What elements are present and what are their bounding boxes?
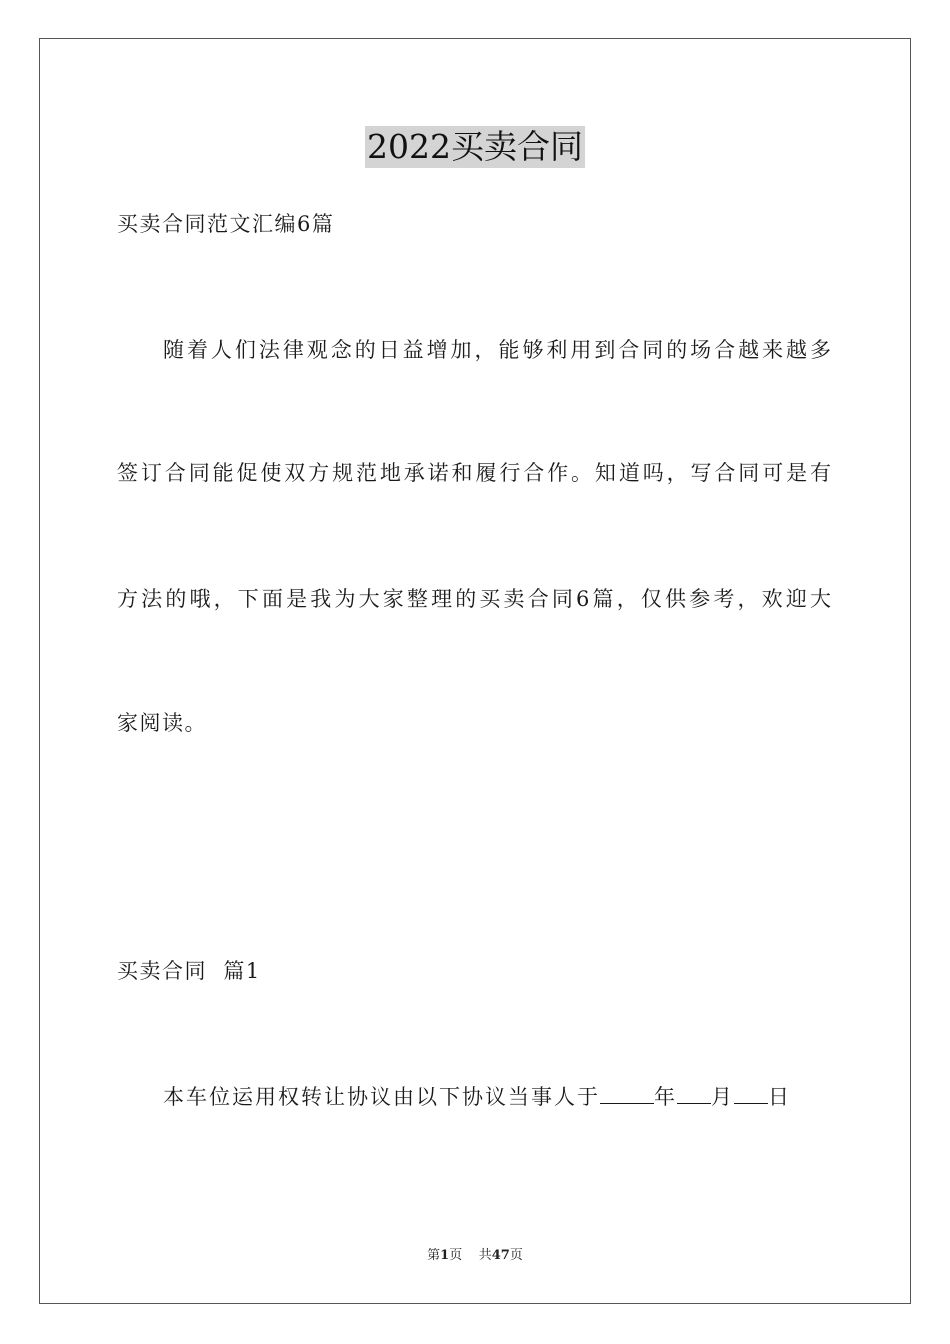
footer-page-suffix: 页 (449, 1248, 463, 1263)
year-label: 年 (654, 1085, 677, 1109)
day-label: 日 (768, 1085, 791, 1109)
clause-line (163, 1081, 791, 1111)
footer-total-suffix: 页 (509, 1248, 523, 1263)
month-label: 月 (711, 1085, 734, 1109)
footer-page-prefix: 第 (427, 1248, 441, 1263)
footer-page-number: 1 (440, 1248, 450, 1263)
document-title (0, 126, 950, 170)
section-heading: 买卖合同 篇1 (117, 959, 261, 983)
document-subtitle: 买卖合同范文汇编6篇 (117, 212, 335, 236)
year-blank (600, 1081, 654, 1104)
intro-paragraph-line: 家阅读。 (117, 711, 207, 735)
clause-text: 本车位运用权转让协议由以下协议当事人于 (163, 1085, 600, 1109)
footer-total-prefix: 共 (478, 1248, 492, 1263)
document-title-text: 2022买卖合同 (367, 127, 583, 166)
intro-paragraph-line: 随着人们法律观念的日益增加，能够利用到合同的场合越来越多 (163, 338, 831, 362)
intro-paragraph-line: 签订合同能促使双方规范地承诺和履行合作。知道吗，写合同可是有 (117, 461, 831, 485)
intro-paragraph-line: 方法的哦，下面是我为大家整理的买卖合同6篇，仅供参考，欢迎大 (117, 587, 831, 611)
page-footer (0, 1247, 950, 1265)
month-blank (677, 1081, 711, 1104)
day-blank (734, 1081, 768, 1104)
footer-total-pages: 47 (491, 1248, 510, 1263)
